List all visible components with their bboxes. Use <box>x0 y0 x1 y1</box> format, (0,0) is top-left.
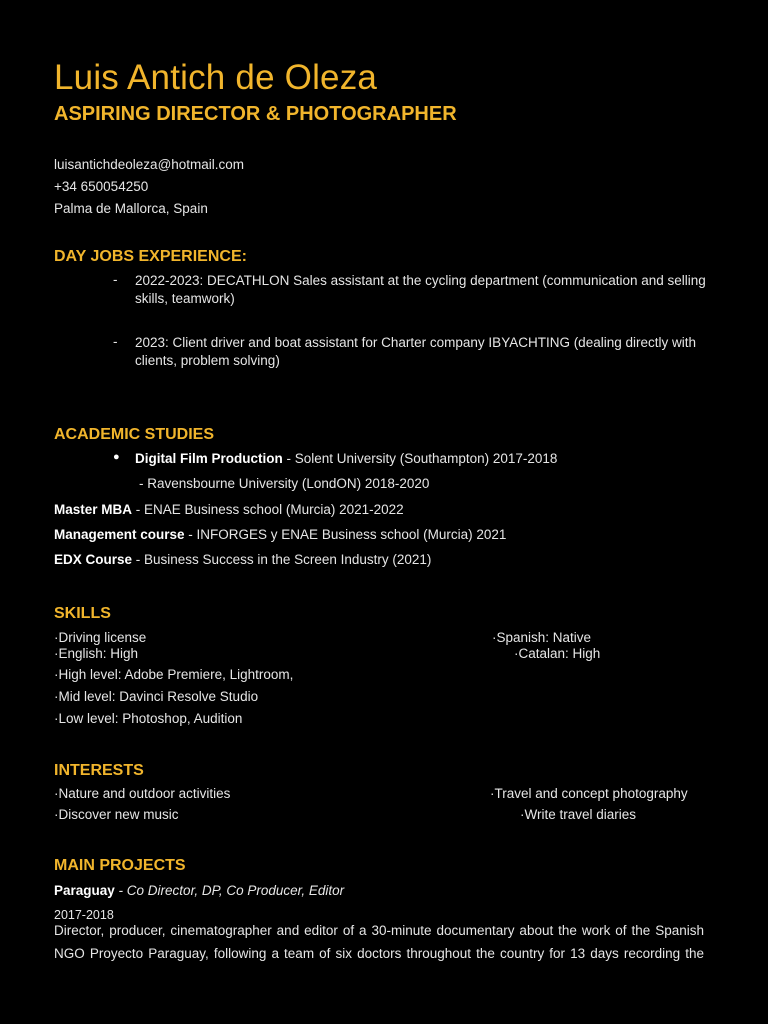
project-description-line: Director, producer, cinematographer and editor of a 30-minute documentary about the work of the Spanish <box>54 923 704 938</box>
project-header <box>54 883 344 898</box>
study-detail: - ENAE Business school (Murcia) 2021-2022 <box>132 502 404 517</box>
study-title: Master MBA <box>54 502 133 517</box>
study-management <box>54 527 506 542</box>
interest-item: ·Travel and concept photography <box>490 786 688 801</box>
study-film-detail2: - Ravensbourne University (LondON) 2018-2020 <box>139 476 430 491</box>
study-detail: - Solent University (Southampton) 2017-2018 <box>282 451 558 466</box>
project-roles: - Co Director, DP, Co Producer, Editor <box>114 883 345 898</box>
study-detail: - Business Success in the Screen Industry (2021) <box>132 552 432 567</box>
project-description-line: NGO Proyecto Paraguay, following a team of six doctors throughout the country for 13 days recording the <box>54 946 704 961</box>
skill-item: ·English: High <box>54 646 139 661</box>
contact-email: luisantichdeoleza@hotmail.com <box>54 157 245 172</box>
study-film <box>135 451 557 466</box>
interest-item: ·Nature and outdoor activities <box>54 786 231 801</box>
bullet-icon: ● <box>113 451 120 463</box>
skill-item: ·Catalan: High <box>514 646 601 661</box>
contact-phone: +34 650054250 <box>54 179 149 194</box>
section-heading-skills: SKILLS <box>54 605 111 622</box>
skill-item: ·Low level: Photoshop, Audition <box>54 711 243 726</box>
job-dash: - <box>113 272 118 287</box>
section-heading-day-jobs: DAY JOBS EXPERIENCE: <box>54 248 247 265</box>
candidate-title: ASPIRING DIRECTOR & PHOTOGRAPHER <box>54 103 457 125</box>
skill-item: ·Mid level: Davinci Resolve Studio <box>54 689 259 704</box>
skill-item: ·Driving license <box>54 630 147 645</box>
candidate-name: Luis Antich de Oleza <box>54 58 378 97</box>
study-edx <box>54 552 431 567</box>
study-master <box>54 502 404 517</box>
section-heading-academic: ACADEMIC STUDIES <box>54 426 215 443</box>
project-title: Paraguay <box>54 883 115 898</box>
job-item: 2023: Client driver and boat assistant for Charter company IBYACHTING (dealing directly with clients, problem solving) <box>135 335 696 368</box>
section-heading-projects: MAIN PROJECTS <box>54 857 186 874</box>
interest-item: ·Write travel diaries <box>520 807 637 822</box>
project-years: 2017-2018 <box>54 908 114 922</box>
study-detail: - INFORGES y ENAE Business school (Murcia) 2021 <box>184 527 507 542</box>
job-dash: - <box>113 334 118 349</box>
skill-item: ·High level: Adobe Premiere, Lightroom, <box>54 667 294 682</box>
study-title: Digital Film Production <box>135 451 283 466</box>
study-title: Management course <box>54 527 185 542</box>
skill-item: ·Spanish: Native <box>492 630 592 645</box>
job-item: 2022-2023: DECATHLON Sales assistant at the cycling department (communication and selling skills, teamwork) <box>135 273 706 306</box>
study-title: EDX Course <box>54 552 133 567</box>
interest-item: ·Discover new music <box>54 807 179 822</box>
section-heading-interests: INTERESTS <box>54 762 144 779</box>
contact-location: Palma de Mallorca, Spain <box>54 201 208 216</box>
